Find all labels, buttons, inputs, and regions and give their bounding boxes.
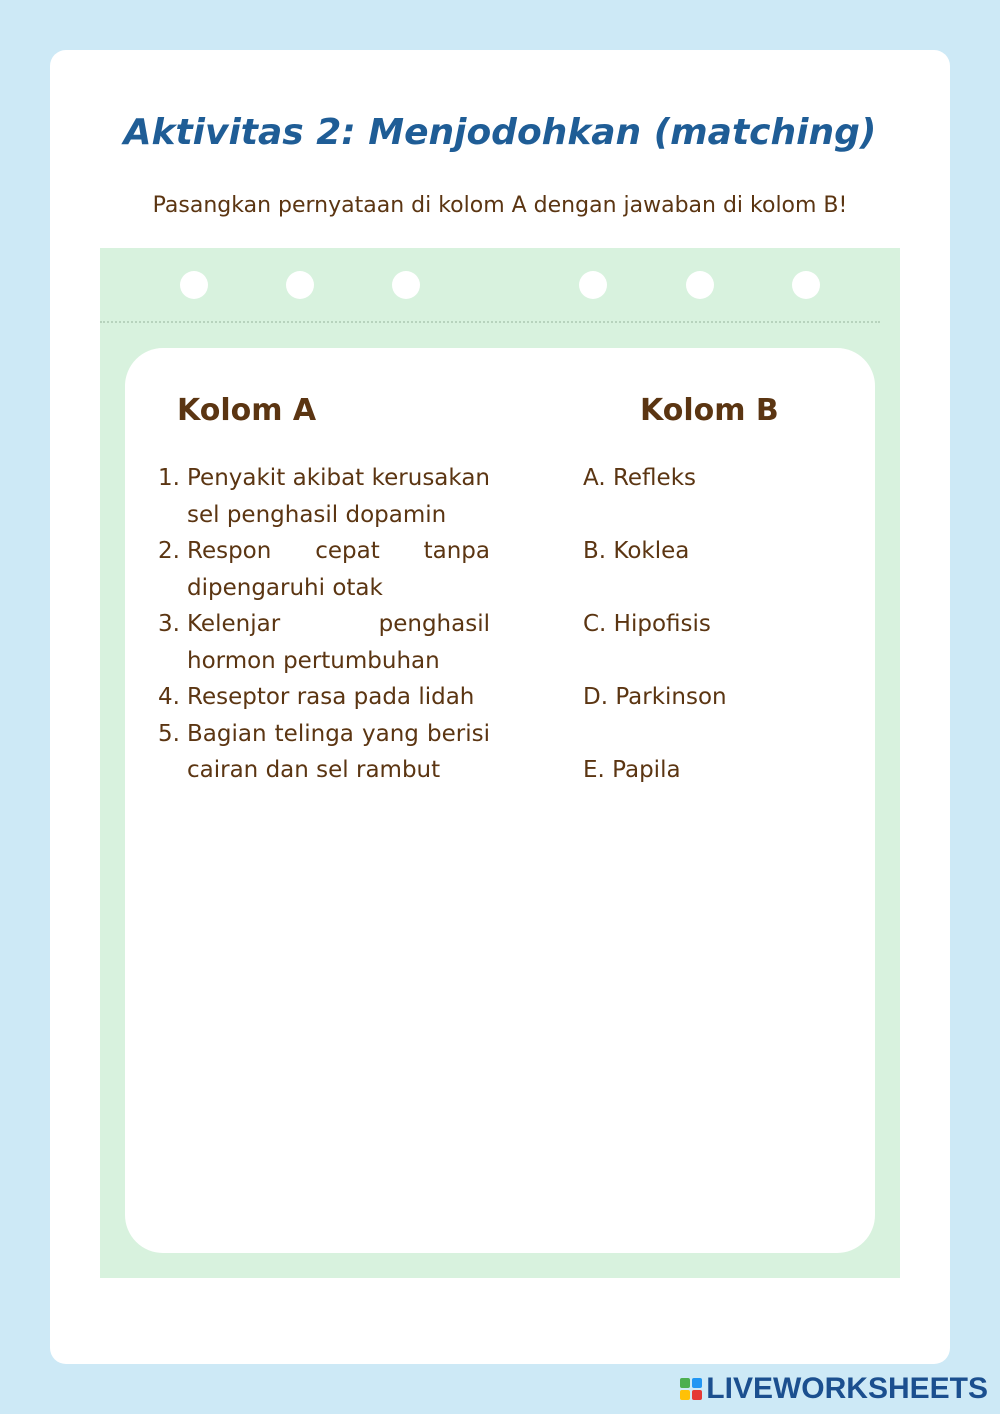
answer-item-c[interactable]: C. Hipofisis (583, 611, 711, 637)
statement-item-5[interactable] (158, 716, 490, 789)
column-b-list (583, 460, 843, 825)
column-a-list (158, 460, 490, 789)
answer-item-b[interactable]: B. Koklea (583, 538, 690, 564)
instruction-text: Pasangkan pernyataan di kolom A dengan jawaban di kolom B! (152, 193, 848, 218)
answer-item-e[interactable]: E. Papila (583, 757, 681, 783)
binder-hole (686, 271, 714, 299)
column-b-heading: Kolom B (640, 393, 779, 428)
binder-hole (286, 271, 314, 299)
answer-item-a[interactable]: A. Refleks (583, 465, 696, 491)
brand-name: LIVEWORKSHEETS (706, 1372, 988, 1405)
brand-watermark (680, 1372, 988, 1406)
statement-item-3[interactable] (158, 606, 490, 679)
statement-text: Bagian telinga yang berisi cairan dan sel rambut (187, 720, 490, 783)
binder-hole (180, 271, 208, 299)
statement-number: 5. (158, 720, 180, 747)
statement-text: Reseptor rasa pada lidah (187, 684, 475, 710)
statement-number: 3. (158, 611, 180, 637)
statement-number: 4. (158, 684, 180, 710)
statement-number: 1. (158, 465, 180, 491)
perforation-line (100, 321, 880, 323)
statement-item-2[interactable] (158, 533, 490, 606)
binder-hole (392, 271, 420, 299)
statement-text: Penyakit akibat kerusakan sel penghasil dopamin (187, 465, 490, 528)
page-title: Aktivitas 2: Menjodohkan (matching) (123, 112, 877, 153)
binder-hole (579, 271, 607, 299)
statement-number: 2. (158, 538, 180, 564)
statement-text: Kelenjar penghasil hormon pertumbuhan (187, 611, 490, 674)
statement-item-1[interactable] (158, 460, 490, 533)
binder-hole (792, 271, 820, 299)
column-a-heading: Kolom A (177, 393, 317, 428)
answer-item-d[interactable]: D. Parkinson (583, 684, 727, 710)
liveworksheets-logo-icon (680, 1378, 702, 1400)
statement-text: Respon cepat tanpa dipengaruhi otak (187, 538, 490, 601)
statement-item-4[interactable] (158, 679, 490, 716)
